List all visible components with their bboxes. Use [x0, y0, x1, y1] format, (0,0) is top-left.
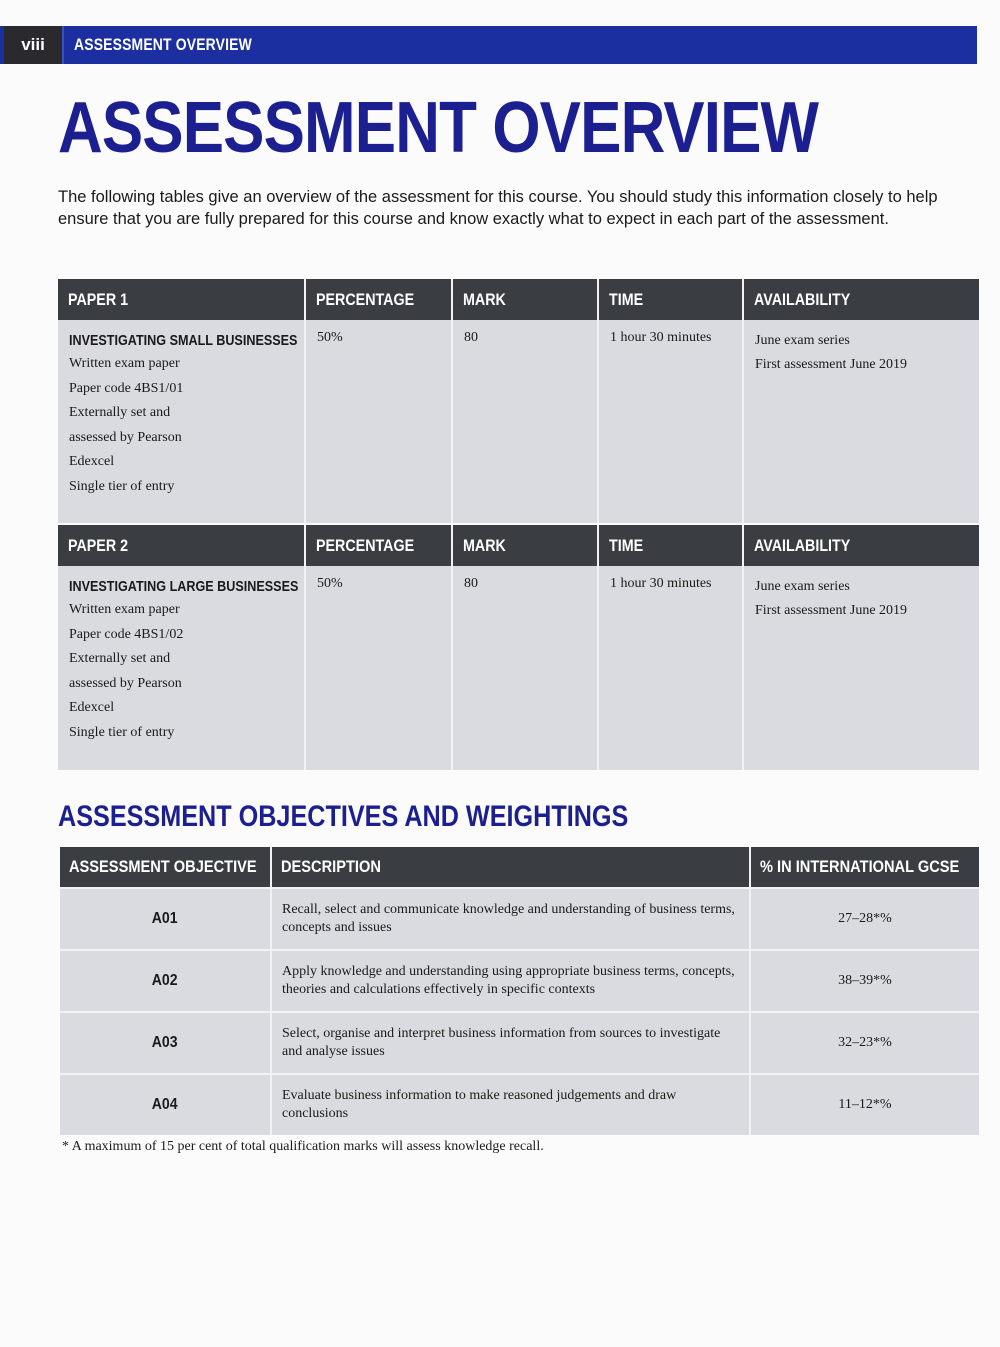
objectives-heading: ASSESSMENT OBJECTIVES AND WEIGHTINGS	[58, 800, 629, 833]
header-paper: PAPER 2	[58, 525, 305, 566]
objectives-table	[60, 847, 979, 1135]
header-time: TIME	[598, 525, 743, 566]
table-row	[60, 1012, 979, 1074]
availability-cell	[743, 320, 979, 523]
table-row	[60, 950, 979, 1012]
table-header-row	[58, 279, 979, 320]
paper-name: INVESTIGATING LARGE BUSINESSES	[69, 578, 299, 595]
paper-description-cell	[58, 320, 305, 523]
availability-line: June exam series	[755, 579, 850, 594]
objective-weighting: 11–12*%	[750, 1074, 979, 1135]
header-availability: AVAILABILITY	[743, 525, 979, 566]
objective-code: A03	[60, 1012, 271, 1074]
detail-line: assessed by Pearson	[69, 675, 182, 691]
time-cell: 1 hour 30 minutes	[598, 566, 743, 770]
header-description: DESCRIPTION	[271, 847, 750, 888]
header-percentage: PERCENTAGE	[305, 279, 452, 320]
table-row	[58, 320, 979, 523]
paper-1-table	[58, 279, 979, 523]
objective-description: Recall, select and communicate knowledge and understanding of business terms, concepts and issues	[271, 888, 750, 950]
detail-line: Paper code 4BS1/01	[69, 380, 184, 396]
running-title: ASSESSMENT OVERVIEW	[74, 35, 252, 54]
header-percentage: PERCENTAGE	[305, 525, 452, 566]
detail-line: Written exam paper	[69, 356, 180, 371]
table-header-row	[58, 525, 979, 566]
header-availability: AVAILABILITY	[743, 279, 979, 320]
detail-line: Externally set and	[69, 405, 171, 420]
objective-weighting: 38–39*%	[750, 950, 979, 1012]
detail-line: Edexcel	[69, 454, 115, 469]
objective-description: Select, organise and interpret business information from sources to investigate and analyse issues	[271, 1012, 750, 1074]
objective-description: Evaluate business information to make reasoned judgements and draw conclusions	[271, 1074, 750, 1135]
objective-code: A02	[60, 950, 271, 1012]
header-bar	[0, 26, 977, 64]
detail-line: assessed by Pearson	[69, 429, 182, 445]
header-time: TIME	[598, 279, 743, 320]
objective-description: Apply knowledge and understanding using appropriate business terms, concepts, theories and calculations effectively in specific contexts	[271, 950, 750, 1012]
availability-line: June exam series	[755, 333, 850, 348]
mark-cell: 80	[452, 320, 598, 523]
availability-line: First assessment June 2019	[755, 357, 908, 372]
header-paper: PAPER 1	[58, 279, 305, 320]
table-row	[60, 1074, 979, 1135]
percentage-cell: 50%	[305, 566, 452, 770]
table-row	[60, 888, 979, 950]
detail-line: Paper code 4BS1/02	[69, 626, 184, 642]
table-row	[58, 566, 979, 770]
header-mark: MARK	[452, 525, 598, 566]
objective-code: A01	[60, 888, 271, 950]
detail-line: Externally set and	[69, 651, 171, 666]
paper-name: INVESTIGATING SMALL BUSINESSES	[69, 332, 298, 349]
paper-2-table	[58, 525, 979, 770]
table-header-row	[60, 847, 979, 888]
mark-cell: 80	[452, 566, 598, 770]
detail-line: Edexcel	[69, 700, 115, 715]
time-cell: 1 hour 30 minutes	[598, 320, 743, 523]
page-number: viii	[4, 26, 64, 64]
availability-line: First assessment June 2019	[755, 603, 908, 618]
objective-weighting: 32–23*%	[750, 1012, 979, 1074]
paper-description-cell	[58, 566, 305, 770]
objective-code: A04	[60, 1074, 271, 1135]
availability-cell	[743, 566, 979, 770]
objective-weighting: 27–28*%	[750, 888, 979, 950]
footnote: * A maximum of 15 per cent of total qualification marks will assess knowledge recall.	[62, 1139, 544, 1154]
detail-line: Single tier of entry	[69, 478, 175, 494]
page-title: ASSESSMENT OVERVIEW	[58, 88, 819, 168]
detail-line: Written exam paper	[69, 602, 180, 617]
percentage-cell: 50%	[305, 320, 452, 523]
detail-line: Single tier of entry	[69, 724, 175, 740]
intro-paragraph: The following tables give an overview of the assessment for this course. You should study this information closely to help ensure that you are fully prepared for this course and know exactly what to expect in each part of the assessment.	[58, 188, 938, 228]
header-mark: MARK	[452, 279, 598, 320]
header-weighting: % IN INTERNATIONAL GCSE	[750, 847, 979, 888]
header-objective: ASSESSMENT OBJECTIVE	[60, 847, 271, 888]
